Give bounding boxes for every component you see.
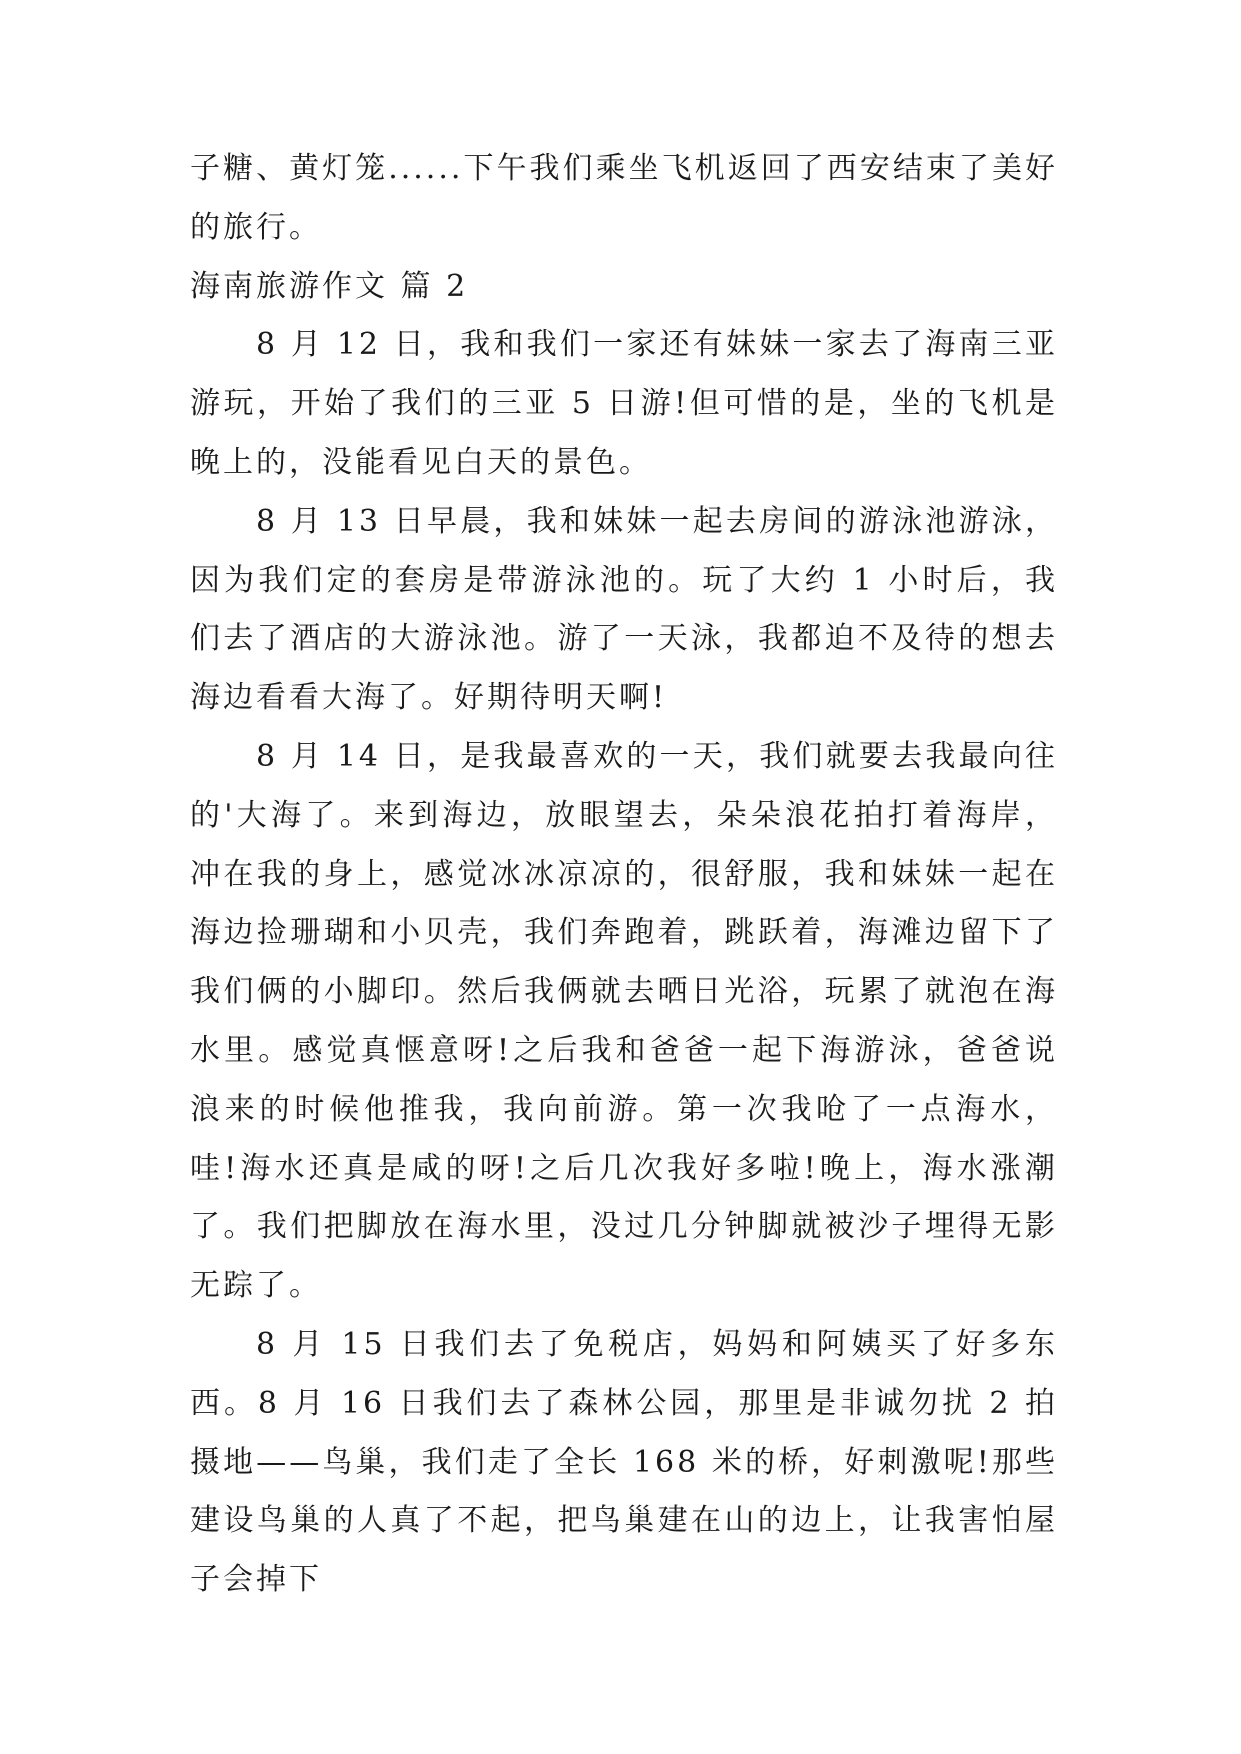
paragraph-aug-12: 8 月 12 日，我和我们一家还有妹妹一家去了海南三亚游玩，开始了我们的三亚 5 日游!但可惜的是，坐的飞机是晚上的，没能看见白天的景色。 [190,327,1058,480]
section-title: 海南旅游作文 篇 2 [190,268,469,304]
paragraph-aug-14: 8 月 14 日，是我最喜欢的一天，我们就要去我最向往的'大海了。来到海边，放眼望去，朵朵浪花拍打着海岸，冲在我的身上，感觉冰冰凉凉的，很舒服，我和妹妹一起在海边捡珊瑚和小贝壳，我们奔跑着，跳跃着，海滩边留下了我们俩的小脚印。然后我俩就去晒日光浴，玩累了就泡在海水里。感觉真惬意呀!之后我和爸爸一起下海游泳，爸爸说浪来的时候他推我，我向前游。第一次我呛了一点海水，哇!海水还真是咸的呀!之后几次我好多啦!晚上，海水涨潮了。我们把脚放在海水里，没过几分钟脚就被沙子埋得无影无踪了。 [190,738,1058,1304]
continuation-paragraph: 子糖、黄灯笼......下午我们乘坐飞机返回了西安结束了美好的旅行。 [190,151,1058,245]
paragraph-aug-13: 8 月 13 日早晨，我和妹妹一起去房间的游泳池游泳，因为我们定的套房是带游泳池的。玩了大约 1 小时后，我们去了酒店的大游泳池。游了一天泳，我都迫不及待的想去海边看看大海了。好期待明天啊! [190,503,1058,716]
document-page [190,140,1058,1610]
paragraph-aug-15: 8 月 15 日我们去了免税店，妈妈和阿姨买了好多东西。8 月 16 日我们去了森林公园，那里是非诚勿扰 2 拍摄地——鸟巢，我们走了全长 168 米的桥，好刺激呢!那些建设鸟巢的人真了不起，把鸟巢建在山的边上，让我害怕屋子会掉下 [190,1326,1058,1598]
